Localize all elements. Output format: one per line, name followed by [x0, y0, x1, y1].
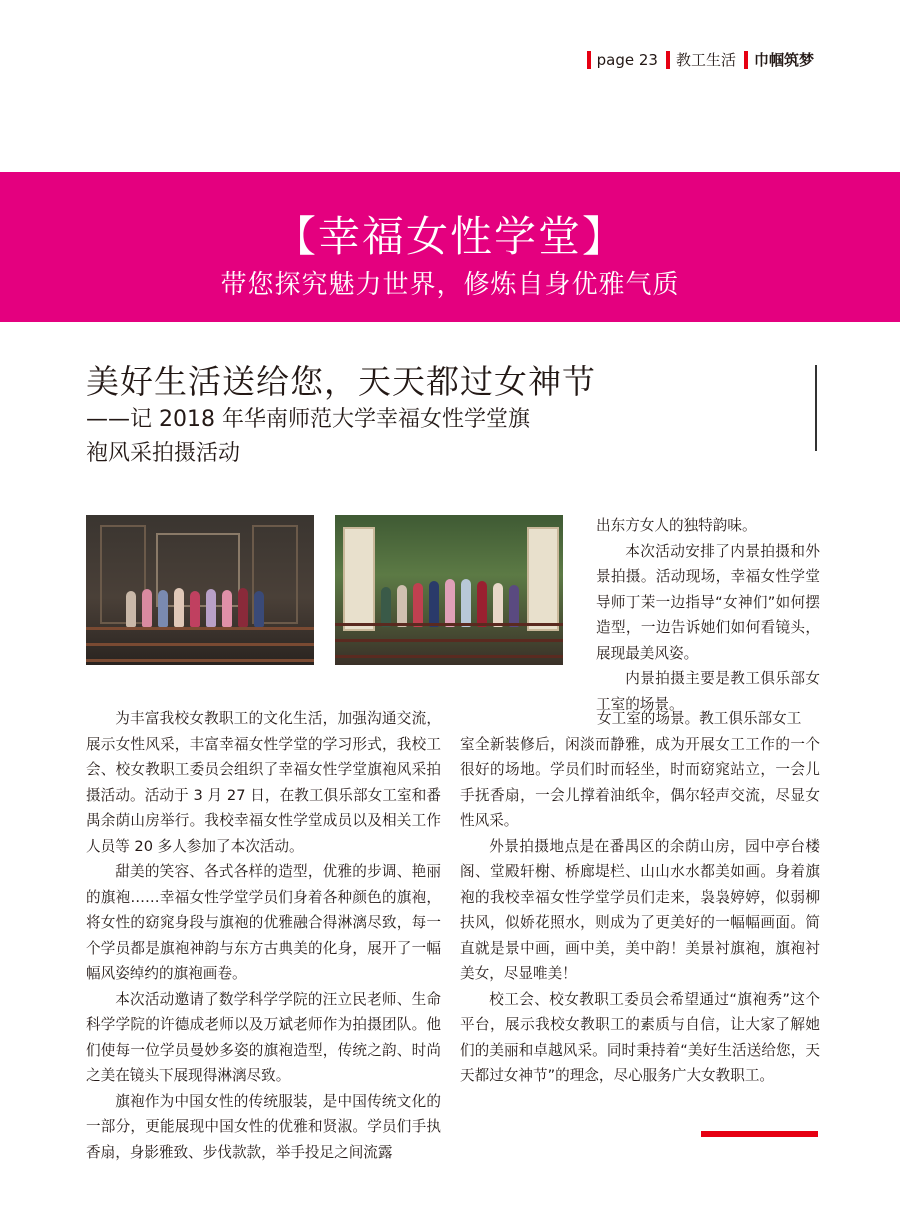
- page-number: page 23: [596, 50, 658, 69]
- paragraph: 甜美的笑容、各式各样的造型，优雅的步调、艳丽的旗袍……幸福女性学堂学员们身着各种颜色的旗袍，将女性的窈窕身段与旗袍的优雅融合得淋漓尽致，每一个学员都是旗袍神韵与东方古典美的化身，展开了一幅幅风姿绰约的旗袍画卷。: [86, 863, 441, 982]
- paragraph-continued: 女工室的场景。教工俱乐部女工: [597, 710, 802, 727]
- paragraph: 出东方女人的独特韵味。: [596, 517, 757, 534]
- title-divider: [815, 365, 817, 451]
- section-label: 教工生活: [675, 51, 736, 69]
- left-column: [86, 706, 441, 1165]
- brand-label: 巾帼筑梦: [753, 51, 814, 69]
- article-heading: [86, 362, 726, 470]
- outdoor-photo: [335, 515, 563, 665]
- page-header: [579, 49, 814, 70]
- paragraph: 为丰富我校女教职工的文化生活，加强沟通交流，展示女性风采，丰富幸福女性学堂的学习形式，我校工会、校女教职工委员会组织了幸福女性学堂旗袍风采拍摄活动。活动于 3 月 27 日，在教工俱乐部女工室和番禺余荫山房举行。我校幸福女性学堂成员以及相关工作人员等 20 多人参加了本次活动。: [86, 710, 441, 855]
- paragraph: 校工会、校女教职工委员会希望通过“旗袍秀”这个平台，展示我校女教职工的素质与自信，让大家了解她们的美丽和卓越风采。同时秉持着“美好生活送给您，天天都过女神节”的理念，尽心服务广大女教职工。: [460, 990, 820, 1084]
- header-bar: [587, 51, 591, 69]
- indoor-photo: [86, 515, 314, 665]
- paragraph: 室全新装修后，闲淡而静雅，成为开展女工工作的一个很好的场地。学员们时而轻坐，时而窈窕站立，一会儿手抚香扇，一会儿撑着油纸伞，偶尔轻声交流，尽显女性风采。: [460, 735, 820, 829]
- header-bar: [666, 51, 670, 69]
- right-column: [460, 706, 820, 1089]
- banner-subtitle: 带您探究魅力世界，修炼自身优雅气质: [220, 270, 680, 300]
- article-title: 美好生活送给您，天天都过女神节: [86, 362, 596, 401]
- paragraph: 本次活动安排了内景拍摄和外景拍摄。活动现场，幸福女性学堂导师丁茉一边指导“女神们”如何摆造型，一边告诉她们如何看镜头，展现最美风姿。: [596, 542, 820, 662]
- article-subtitle-line1: ——记 2018 年华南师范大学幸福女性学堂旗: [86, 407, 530, 432]
- paragraph: 外景拍摄地点是在番禺区的余荫山房，园中亭台楼阁、堂殿轩榭、桥廊堤栏、山山水水都美如画。身着旗袍的我校幸福女性学堂学员们走来，袅袅婷婷，似弱柳扶风，似娇花照水，则成为了更美好的一幅幅画面。简直就是景中画，画中美，美中韵！美景衬旗袍，旗袍衬美女，尽显唯美！: [460, 837, 820, 982]
- paragraph: 本次活动邀请了数学科学学院的汪立民老师、生命科学学院的许德成老师以及万斌老师作为拍摄团队。他们使每一位学员曼妙多姿的旗袍造型，传统之韵、时尚之美在镜头下展现得淋漓尽致。: [86, 990, 441, 1084]
- article-subtitle-line2: 袍风采拍摄活动: [86, 441, 241, 466]
- right-column-top: [596, 513, 820, 717]
- paragraph: 内景拍摄主要是教工俱乐部女工室的场景。: [596, 670, 820, 713]
- header-bar: [744, 51, 748, 69]
- footer-accent-bar: [701, 1131, 818, 1137]
- section-banner: [0, 172, 900, 322]
- paragraph: 旗袍作为中国女性的传统服装，是中国传统文化的一部分，更能展现中国女性的优雅和贤淑。学员们手执香扇，身影雅致、步伐款款，举手投足之间流露: [86, 1092, 441, 1161]
- banner-title: 【幸福女性学堂】: [273, 212, 626, 261]
